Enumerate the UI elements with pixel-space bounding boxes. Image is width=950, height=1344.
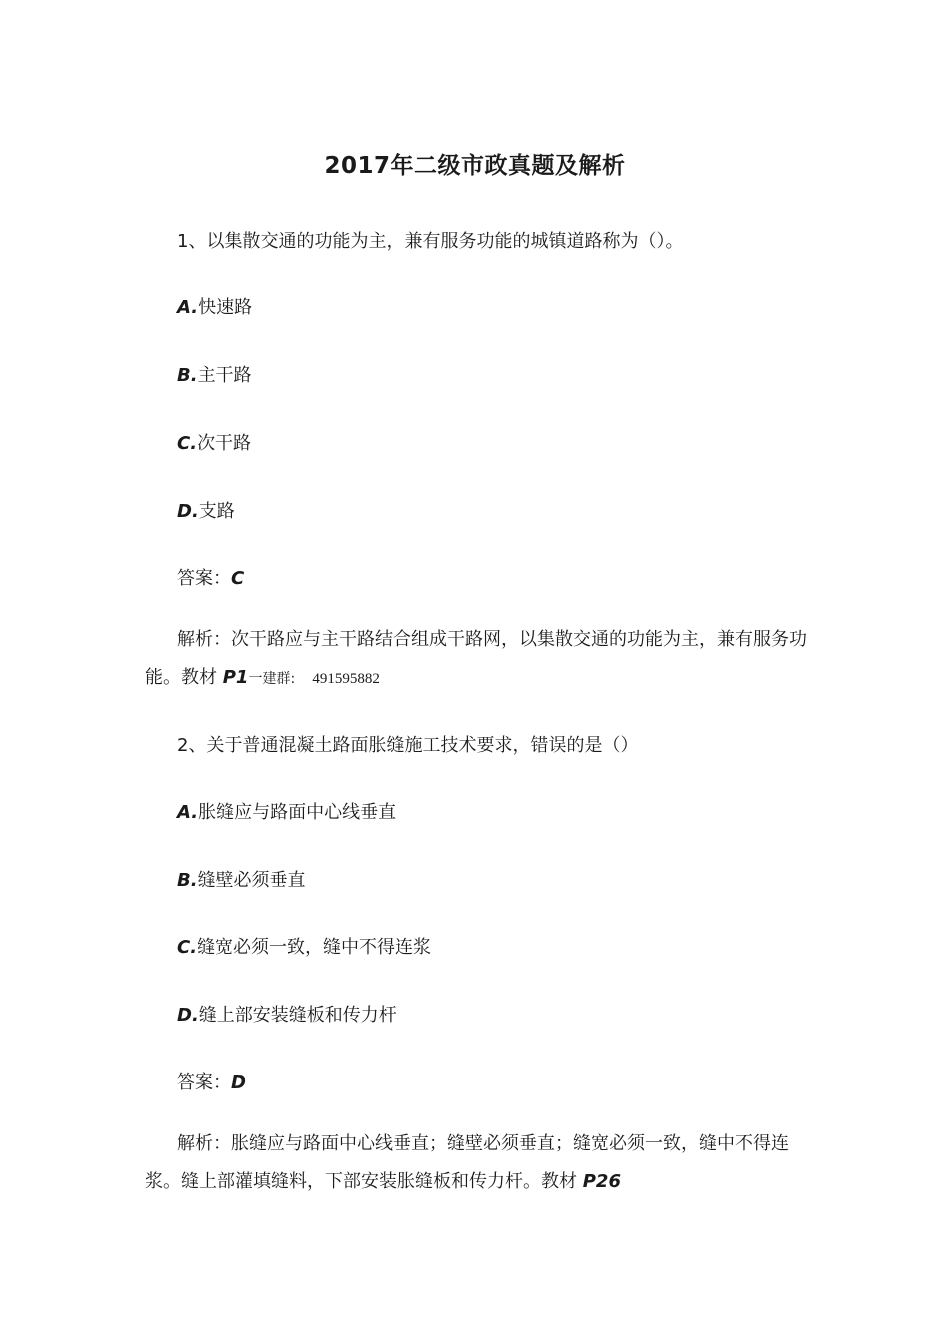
option-text: 胀缝应与路面中心线垂直 (198, 802, 397, 823)
option-text: 缝壁必须垂直 (197, 870, 306, 891)
textbook-page-ref: P26 (582, 1171, 621, 1192)
q2-option-d (177, 997, 397, 1035)
q1-answer (177, 560, 244, 598)
group-label: 一建群: (248, 671, 296, 687)
q2-answer (177, 1064, 246, 1102)
option-text: 缝宽必须一致，缝中不得连浆 (197, 937, 432, 958)
q1-option-d (177, 493, 235, 531)
option-letter: A. (177, 802, 199, 823)
q1-option-b (177, 357, 252, 395)
option-letter: A. (177, 297, 199, 318)
option-letter: B. (177, 870, 198, 891)
q1-option-c (177, 425, 251, 463)
group-number: 491595882 (312, 671, 380, 687)
option-letter: D. (177, 501, 199, 522)
q1-analysis (145, 621, 810, 698)
option-text: 快速路 (198, 297, 253, 318)
answer-value: C (231, 568, 245, 589)
q1-option-a (177, 289, 252, 327)
document-title: 2017年二级市政真题及解析 (324, 153, 626, 179)
option-text: 主干路 (197, 365, 252, 386)
analysis-text: 解析：胀缝应与路面中心线垂直；缝壁必须垂直；缝宽必须一致，缝中不得连浆。缝上部灌填缝料，下部安装胀缝板和传力杆。教材 (145, 1133, 789, 1192)
option-letter: B. (177, 365, 198, 386)
option-text: 缝上部安装缝板和传力杆 (198, 1005, 397, 1026)
answer-label: 答案： (177, 568, 231, 589)
question-2-text: 2、关于普通混凝土路面胀缝施工技术要求，错误的是（） (177, 735, 639, 756)
option-text: 次干路 (197, 433, 252, 454)
option-letter: C. (177, 433, 198, 454)
question-1 (177, 223, 683, 261)
answer-label: 答案： (177, 1072, 231, 1093)
q2-analysis (145, 1125, 810, 1201)
question-2 (177, 727, 638, 765)
answer-value: D (231, 1072, 246, 1093)
q2-option-b (177, 862, 306, 900)
question-1-text: 1、以集散交通的功能为主，兼有服务功能的城镇道路称为（）。 (177, 231, 684, 252)
textbook-page-ref: P1 (222, 667, 249, 688)
q2-option-a (177, 794, 396, 832)
option-text: 支路 (198, 501, 235, 522)
analysis-text: 解析：次干路应与主干路结合组成干路网，以集散交通的功能为主，兼有服务功能。教材 (145, 629, 807, 688)
option-letter: C. (177, 937, 198, 958)
q2-option-c (177, 929, 431, 967)
option-letter: D. (177, 1005, 199, 1026)
